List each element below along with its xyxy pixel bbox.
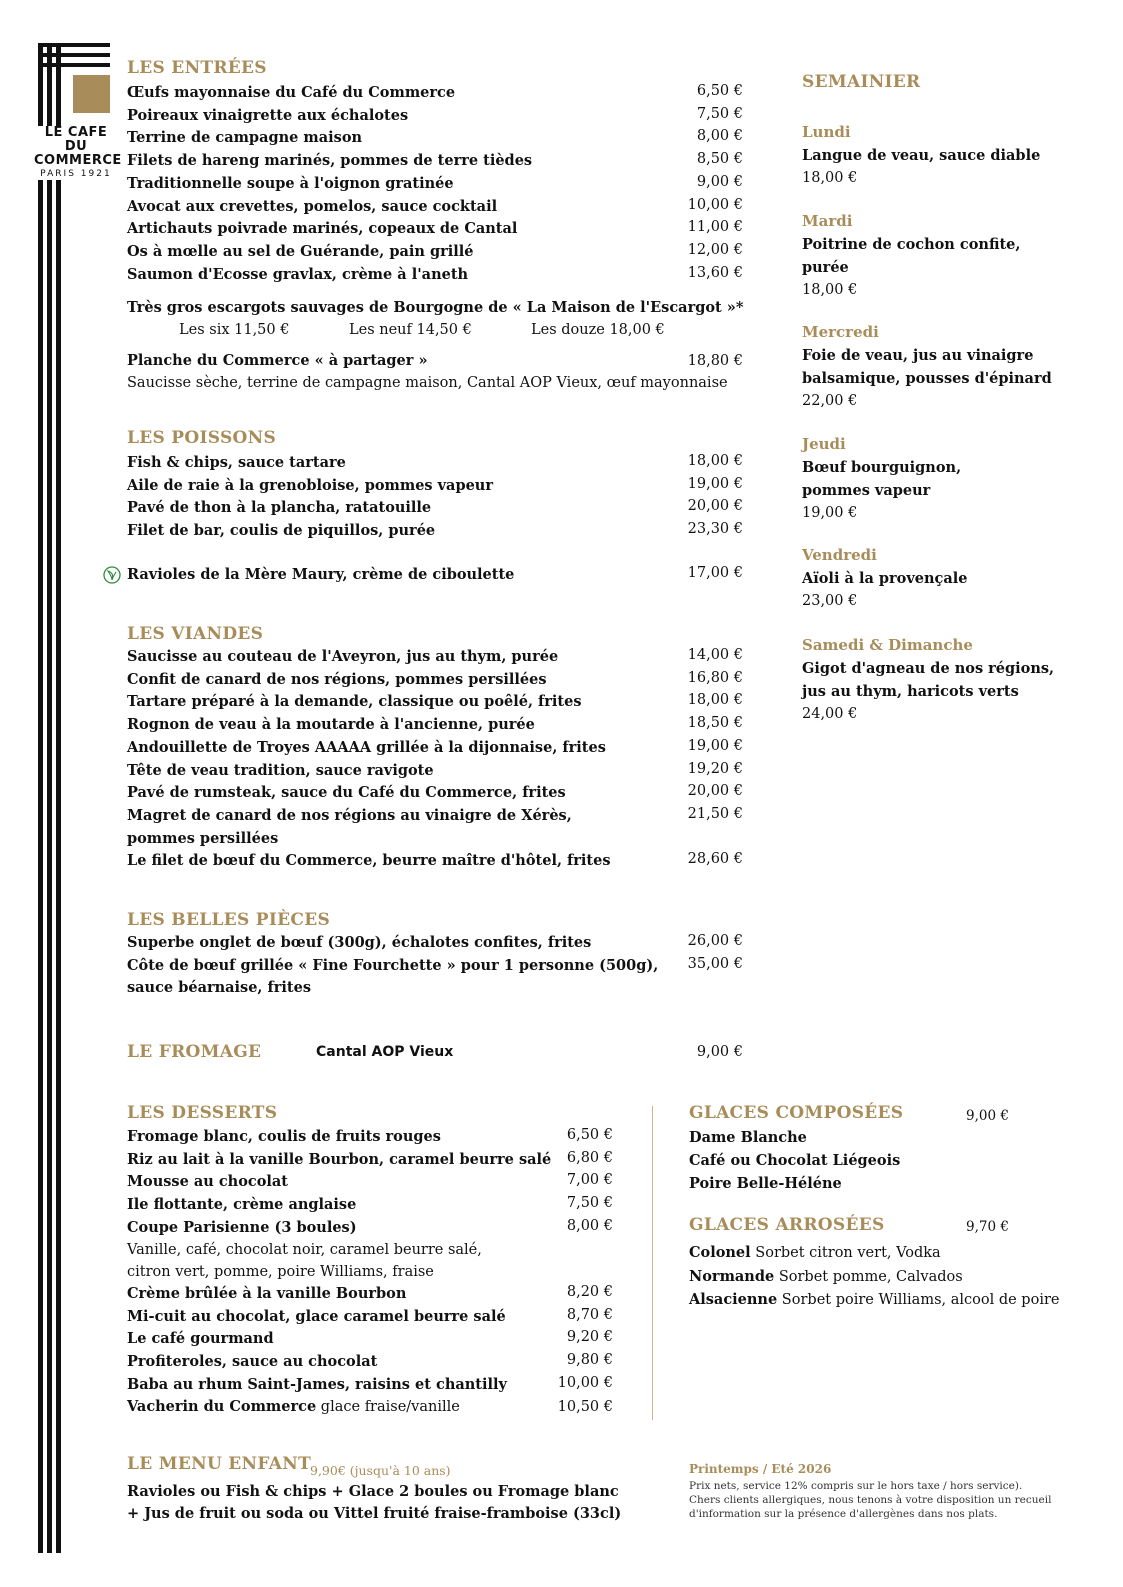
menu-item-name: Tartare préparé à la demande, classique ou poêlé, frites <box>127 693 582 711</box>
menu-item-name: Profiteroles, sauce au chocolat <box>127 1353 378 1371</box>
menu-item-name: Superbe onglet de bœuf (300g), échalotes confites, frites <box>127 934 592 951</box>
menu-item-price: 18,00 € <box>687 692 743 709</box>
menu-item-name: Terrine de campagne maison <box>127 129 363 147</box>
menu-item-price: 8,00 € <box>696 128 743 145</box>
ravioles-name: Ravioles de la Mère Maury, crème de ciboulette <box>127 566 515 583</box>
escargots-douze: Les douze 18,00 € <box>531 322 665 338</box>
menu-item-price: 6,50 € <box>566 1127 613 1143</box>
menu-item-name: sauce béarnaise, frites <box>127 979 312 997</box>
footer-season: Printemps / Eté 2026 <box>689 1462 832 1476</box>
semainier-dish: Aïoli à la provençale <box>802 570 968 587</box>
fromage-item: Cantal AOP Vieux <box>316 1044 454 1060</box>
menu-item-name: Coupe Parisienne (3 boules) <box>127 1218 357 1236</box>
menu-item-price: 16,80 € <box>687 669 743 686</box>
glace-arrosee-name: Normande <box>689 1267 775 1285</box>
menu-item-price: 9,00 € <box>696 173 743 190</box>
vacherin-price: 10,50 € <box>557 1399 613 1415</box>
brand-line3: PARIS 1921 <box>40 169 112 179</box>
menu-item-price: 7,50 € <box>696 105 743 122</box>
menu-item-price: 20,00 € <box>687 783 743 800</box>
glace-arrosee-item <box>689 1266 963 1288</box>
menu-item-price: 21,50 € <box>687 805 743 822</box>
menu-item-name: Baba au rhum Saint-James, raisins et chantilly <box>127 1375 507 1393</box>
menu-item-price: 20,00 € <box>687 498 743 515</box>
ravioles-price: 17,00 € <box>687 565 743 581</box>
semainier-dish: Langue de veau, sauce diable <box>802 147 1041 164</box>
menu-item-name: Avocat aux crevettes, pomelos, sauce cocktail <box>127 197 498 215</box>
semainier-day: Mercredi <box>802 323 879 341</box>
brand-logo-text <box>34 125 122 180</box>
semainier-dish: Gigot d'agneau de nos régions, <box>802 660 1055 677</box>
menu-item-name: Filets de hareng marinés, pommes de terre tièdes <box>127 152 533 170</box>
footer-line-2: Chers clients allergiques, nous tenons à votre disposition un recueil <box>689 1494 1052 1506</box>
desserts-divider <box>652 1106 653 1420</box>
menu-item-name: Fromage blanc, coulis de fruits rouges <box>127 1128 441 1145</box>
enfant-title: LE MENU ENFANT <box>127 1454 312 1474</box>
menu-item-price: 19,20 € <box>687 760 743 777</box>
semainier-price: 23,00 € <box>802 593 858 609</box>
menu-item-name: Traditionnelle soupe à l'oignon gratinée <box>127 174 454 192</box>
semainier-dish-cont: purée <box>802 259 849 276</box>
semainier-price: 22,00 € <box>802 393 858 409</box>
semainier-price: 24,00 € <box>802 706 858 722</box>
planche-price: 18,80 € <box>687 353 743 369</box>
semainier-price: 18,00 € <box>802 282 858 298</box>
glace-arrosee-desc: Sorbet pomme, Calvados <box>774 1268 963 1285</box>
menu-item-name: Confit de canard de nos régions, pommes persillées <box>127 670 547 688</box>
semainier-price: 19,00 € <box>802 505 858 521</box>
menu-item-name: Os à mœlle au sel de Guérande, pain grillé <box>127 242 474 260</box>
glace-composee-item: Poire Belle-Héléne <box>689 1175 842 1192</box>
semainier-dish-cont: balsamique, pousses d'épinard <box>802 370 1052 387</box>
semainier-day: Samedi & Dimanche <box>802 636 973 654</box>
brand-line1: LE CAFE DU <box>44 125 108 154</box>
glace-arrosee-name: Alsacienne <box>689 1291 778 1308</box>
menu-item-price: 6,50 € <box>696 83 743 99</box>
enfant-line-1: Ravioles ou Fish & chips + Glace 2 boules ou Fromage blanc <box>127 1483 619 1500</box>
pieces-title: LES BELLES PIÈCES <box>127 910 331 930</box>
viandes-title: LES VIANDES <box>127 624 264 644</box>
menu-item-name: Côte de bœuf grillée « Fine Fourchette » pour 1 personne (500g), <box>127 956 659 974</box>
semainier-price: 18,00 € <box>802 170 858 186</box>
vacherin-name: Vacherin du Commerce <box>127 1398 317 1415</box>
glace-arrosee-desc: Sorbet citron vert, Vodka <box>750 1245 941 1261</box>
menu-item-name: Mi-cuit au chocolat, glace caramel beurre salé <box>127 1307 506 1325</box>
menu-item-name: Pavé de rumsteak, sauce du Café du Commerce, frites <box>127 784 566 802</box>
desserts-title: LES DESSERTS <box>127 1103 278 1123</box>
coupe-desc-1: Vanille, café, chocolat noir, caramel beurre salé, <box>127 1242 482 1258</box>
fromage-title: LE FROMAGE <box>127 1042 262 1062</box>
menu-item-name: Le filet de bœuf du Commerce, beurre maître d'hôtel, frites <box>127 852 611 870</box>
menu-item-name: Aile de raie à la grenobloise, pommes vapeur <box>127 476 493 494</box>
menu-item-price: 18,00 € <box>687 453 743 469</box>
menu-item-name: Artichauts poivrade marinés, copeaux de Cantal <box>127 220 518 238</box>
menu-item-name: Crème brûlée à la vanille Bourbon <box>127 1285 407 1302</box>
menu-item-price: 12,00 € <box>687 241 743 258</box>
vegetarian-leaf-icon <box>103 566 121 584</box>
escargots-six: Les six 11,50 € <box>179 322 290 338</box>
menu-item-price: 19,00 € <box>687 475 743 492</box>
menu-item-name: Saumon d'Ecosse gravlax, crème à l'aneth <box>127 265 469 283</box>
menu-item-price: 19,00 € <box>687 737 743 754</box>
glace-arrosee-name: Colonel <box>689 1244 751 1261</box>
menu-item-price: 11,00 € <box>687 219 743 236</box>
menu-item-price: 23,30 € <box>687 521 743 538</box>
menu-item-price: 8,20 € <box>566 1284 613 1300</box>
menu-item-name: Andouillette de Troyes AAAAA grillée à la dijonnaise, frites <box>127 738 606 756</box>
menu-item-name: Saucisse au couteau de l'Aveyron, jus au thym, purée <box>127 648 559 665</box>
menu-item-name: Filet de bar, coulis de piquillos, purée <box>127 522 436 540</box>
glace-composee-item: Dame Blanche <box>689 1129 807 1146</box>
semainier-day: Mardi <box>802 212 853 230</box>
glaces-arrosees-title: GLACES ARROSÉES <box>689 1215 885 1235</box>
menu-item-name: Fish & chips, sauce tartare <box>127 454 346 471</box>
menu-item-price: 9,80 € <box>566 1352 613 1369</box>
enfant-line-2: + Jus de fruit ou soda ou Vittel fruité fraise-framboise (33cl) <box>127 1505 622 1522</box>
footer-line-1: Prix nets, service 12% compris sur le hors taxe / hors service). <box>689 1480 1023 1492</box>
menu-item-price: 18,50 € <box>687 715 743 732</box>
menu-item-price: 9,20 € <box>566 1329 613 1346</box>
menu-item-price: 7,00 € <box>566 1172 613 1189</box>
menu-item-price: 10,00 € <box>687 196 743 213</box>
menu-item-price: 8,00 € <box>566 1217 613 1234</box>
menu-item-price: 14,00 € <box>687 647 743 663</box>
planche-desc: Saucisse sèche, terrine de campagne maison, Cantal AOP Vieux, œuf mayonnaise <box>127 375 728 391</box>
menu-item-name: Le café gourmand <box>127 1330 274 1348</box>
logo-bars <box>38 43 114 1553</box>
poissons-title: LES POISSONS <box>127 428 277 448</box>
menu-item-name: Poireaux vinaigrette aux échalotes <box>127 106 409 124</box>
escargots-name: Très gros escargots sauvages de Bourgogne de « La Maison de l'Escargot »* <box>127 299 744 316</box>
menu-item-name: Pavé de thon à la plancha, ratatouille <box>127 499 432 517</box>
fromage-price: 9,00 € <box>696 1044 743 1060</box>
planche-name: Planche du Commerce « à partager » <box>127 352 428 369</box>
menu-item-name: pommes persillées <box>127 829 279 847</box>
escargots-neuf: Les neuf 14,50 € <box>349 322 472 338</box>
menu-item-name: Riz au lait à la vanille Bourbon, caramel beurre salé <box>127 1150 552 1168</box>
glace-composee-item: Café ou Chocolat Liégeois <box>689 1152 901 1169</box>
glaces-composees-price: 9,00 € <box>966 1108 1009 1124</box>
menu-item-price: 26,00 € <box>687 933 743 949</box>
glace-arrosee-item <box>689 1289 1059 1311</box>
menu-item-name: Tête de veau tradition, sauce ravigote <box>127 761 434 779</box>
menu-item-price: 35,00 € <box>687 955 743 972</box>
menu-item-name: Ile flottante, crème anglaise <box>127 1196 357 1214</box>
footer-line-3: d'information sur la présence d'allergènes dans nos plats. <box>689 1508 998 1520</box>
glace-arrosee-desc: Sorbet poire Williams, alcool de poire <box>777 1292 1060 1308</box>
semainier-dish: Poitrine de cochon confite, <box>802 236 1021 253</box>
entrees-title: LES ENTRÉES <box>127 58 267 78</box>
menu-item-price: 7,50 € <box>566 1195 613 1212</box>
glace-arrosee-item <box>689 1242 941 1264</box>
menu-item-name: Œufs mayonnaise du Café du Commerce <box>127 84 456 101</box>
semainier-day: Vendredi <box>802 546 877 564</box>
semainier-dish-cont: pommes vapeur <box>802 482 931 499</box>
semainier-dish: Bœuf bourguignon, <box>802 459 962 476</box>
semainier-title: SEMAINIER <box>802 72 921 92</box>
menu-item-price: 8,50 € <box>696 151 743 168</box>
menu-item-name: Rognon de veau à la moutarde à l'ancienne, purée <box>127 716 535 734</box>
menu-item-price: 8,70 € <box>566 1306 613 1323</box>
menu-item-name: Magret de canard de nos régions au vinaigre de Xérès, <box>127 806 572 824</box>
semainier-day: Lundi <box>802 123 851 141</box>
glaces-composees-title: GLACES COMPOSÉES <box>689 1103 904 1123</box>
semainier-day: Jeudi <box>802 435 846 453</box>
brand-line2: COMMERCE <box>34 153 122 168</box>
menu-item-price: 10,00 € <box>557 1374 613 1391</box>
menu-item-price: 28,60 € <box>687 851 743 868</box>
glaces-arrosees-price: 9,70 € <box>966 1219 1009 1235</box>
semainier-dish-cont: jus au thym, haricots verts <box>802 683 1019 700</box>
menu-item-price: 13,60 € <box>687 264 743 281</box>
coupe-desc-2: citron vert, pomme, poire Williams, fraise <box>127 1264 434 1280</box>
semainier-dish: Foie de veau, jus au vinaigre <box>802 347 1034 364</box>
menu-item-price: 6,80 € <box>566 1149 613 1166</box>
vacherin-item <box>127 1396 460 1418</box>
menu-item-name: Mousse au chocolat <box>127 1173 288 1191</box>
vacherin-detail: glace fraise/vanille <box>316 1399 460 1415</box>
enfant-price: 9,90€ (jusqu'à 10 ans) <box>310 1463 451 1478</box>
